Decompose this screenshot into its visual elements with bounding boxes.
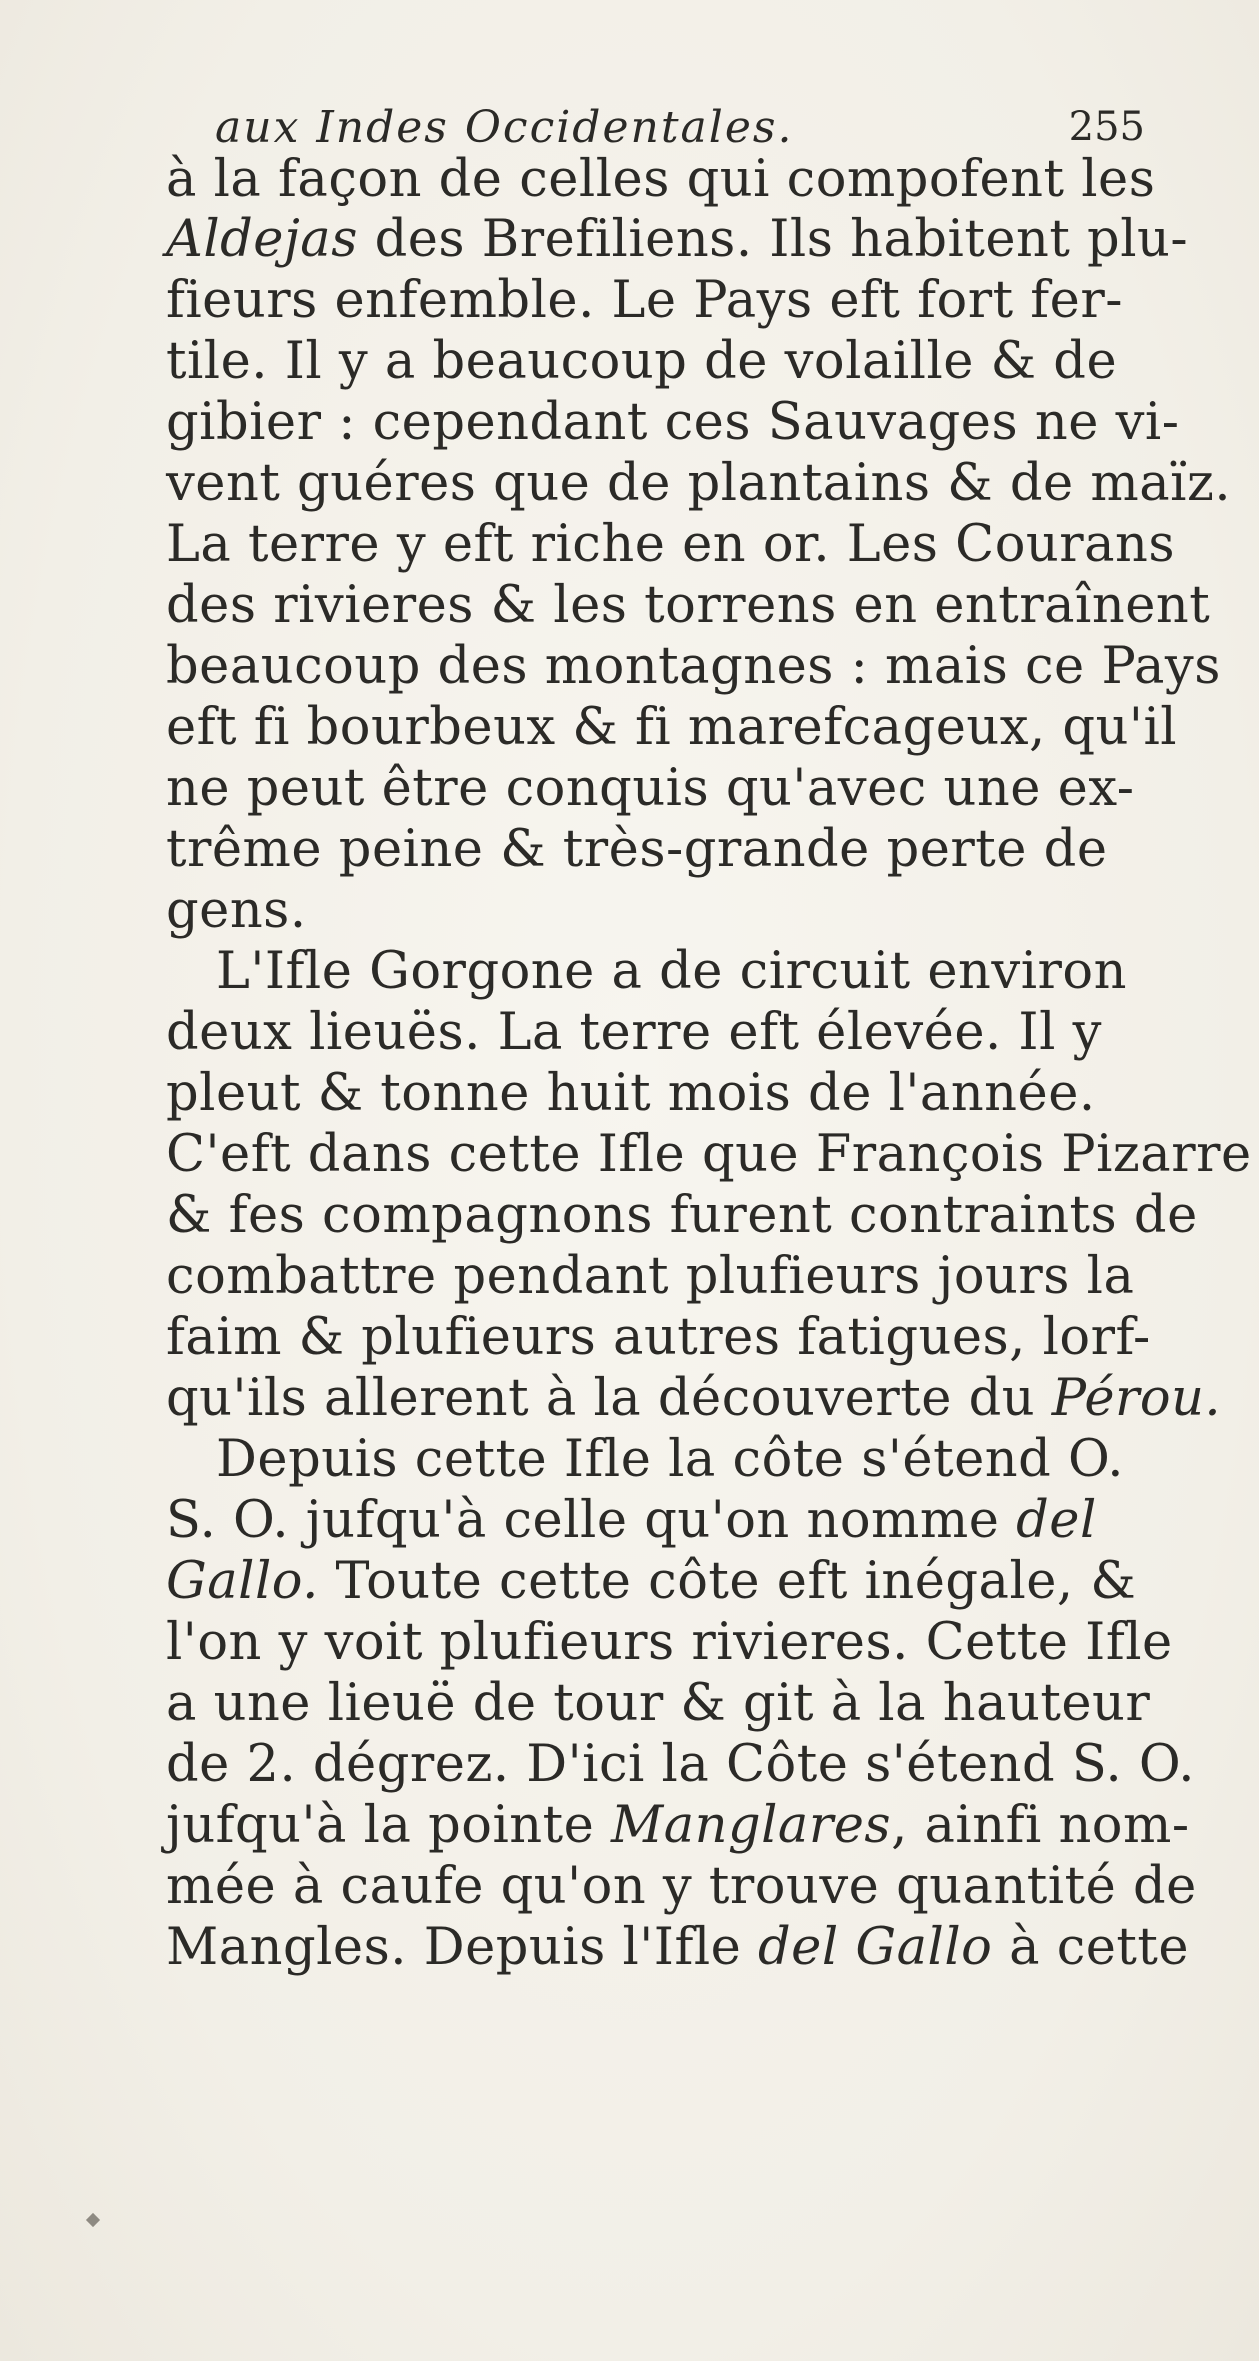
text-run: S. O. jufqu'à celle qu'on nomme (166, 1491, 1017, 1550)
text-line (166, 759, 1134, 819)
text-line (166, 698, 1177, 758)
running-head: aux Indes Occidentales. (215, 102, 794, 153)
text-run: L'Ifle Gorgone a de circuit environ (216, 942, 1127, 1001)
text-run: tile. Il y a beaucoup de volaille & de (166, 332, 1118, 391)
text-line (166, 1491, 1097, 1551)
text-line (166, 1918, 1189, 1978)
text-line (166, 1308, 1151, 1368)
text-run: faim & plufieurs autres fatigues, lorf- (166, 1308, 1151, 1367)
text-line (166, 515, 1175, 575)
text-run: deux lieuës. La terre eft élevée. Il y (166, 1003, 1102, 1062)
text-line (166, 1674, 1150, 1734)
text-line (166, 1247, 1134, 1307)
text-line (166, 1857, 1197, 1917)
italic-run: Manglares (611, 1796, 892, 1855)
text-run: & fes compagnons furent contraints de (166, 1186, 1198, 1245)
text-run: ne peut être conquis qu'avec une ex- (166, 759, 1135, 818)
text-run: , ainfi nom- (891, 1796, 1190, 1855)
italic-run: del Gallo (758, 1918, 993, 1977)
text-run: à la façon de celles qui compofent les (166, 150, 1156, 209)
text-line (166, 1125, 1252, 1185)
text-line (166, 454, 1231, 514)
text-run: pleut & tonne huit mois de l'année. (166, 1064, 1096, 1123)
text-line (166, 332, 1117, 392)
text-line (166, 1613, 1173, 1673)
text-run: à cette (992, 1918, 1190, 1977)
text-run: qu'ils allerent à la découverte du (166, 1369, 1052, 1428)
text-run: des rivieres & les torrens en entraînent (166, 576, 1211, 635)
text-line (166, 820, 1108, 880)
text-run: La terre y eft riche en or. Les Courans (166, 515, 1176, 574)
text-line (216, 942, 1127, 1002)
text-run: a une lieuë de tour & git à la hauteur (166, 1674, 1151, 1733)
text-run: trême peine & très-grande perte de (166, 820, 1108, 879)
text-run: gens. (166, 881, 307, 940)
italic-run: Pérou. (1051, 1369, 1222, 1428)
text-line (166, 1064, 1096, 1124)
text-line (166, 637, 1221, 697)
text-run: beaucoup des montagnes : mais ce Pays (166, 637, 1221, 696)
italic-run: del (1016, 1491, 1097, 1550)
text-run: l'on y voit plufieurs rivieres. Cette Ifle (166, 1613, 1173, 1672)
text-line (166, 1186, 1198, 1246)
text-line (166, 1735, 1195, 1795)
text-line (166, 576, 1210, 636)
text-line (216, 1430, 1124, 1490)
text-run: jufqu'à la pointe (166, 1796, 611, 1855)
text-line (166, 1796, 1190, 1856)
page-number: 255 (1068, 104, 1145, 150)
ornament-mark (86, 2213, 100, 2227)
text-line (166, 1003, 1102, 1063)
text-run: vent guéres que de plantains & de maïz. (166, 454, 1232, 513)
text-line (166, 881, 307, 941)
text-run: fieurs enfemble. Le Pays eft fort fer- (166, 271, 1123, 330)
text-run: des Brefiliens. Ils habitent plu- (357, 210, 1189, 269)
text-line (166, 150, 1155, 210)
text-line (166, 271, 1123, 331)
text-run: combattre pendant plufieurs jours la (166, 1247, 1135, 1306)
text-run: Toute cette côte eft inégale, & (318, 1552, 1137, 1611)
text-run: mée à caufe qu'on y trouve quantité de (166, 1857, 1197, 1916)
italic-run: Gallo. (166, 1552, 319, 1611)
text-line (166, 393, 1179, 453)
text-line (166, 1369, 1221, 1429)
text-line (166, 210, 1188, 270)
text-run: gibier : cependant ces Sauvages ne vi- (166, 393, 1180, 452)
text-run: Depuis cette Ifle la côte s'étend O. (216, 1430, 1124, 1489)
italic-run: Aldejas (166, 210, 358, 269)
text-run: eft fi bourbeux & fi marefcageux, qu'il (166, 698, 1178, 757)
text-line (166, 1552, 1136, 1612)
text-run: de 2. dégrez. D'ici la Côte s'étend S. O. (166, 1735, 1195, 1794)
text-run: C'eft dans cette Ifle que François Pizarre (166, 1125, 1252, 1184)
text-run: Mangles. Depuis l'Ifle (166, 1918, 759, 1977)
